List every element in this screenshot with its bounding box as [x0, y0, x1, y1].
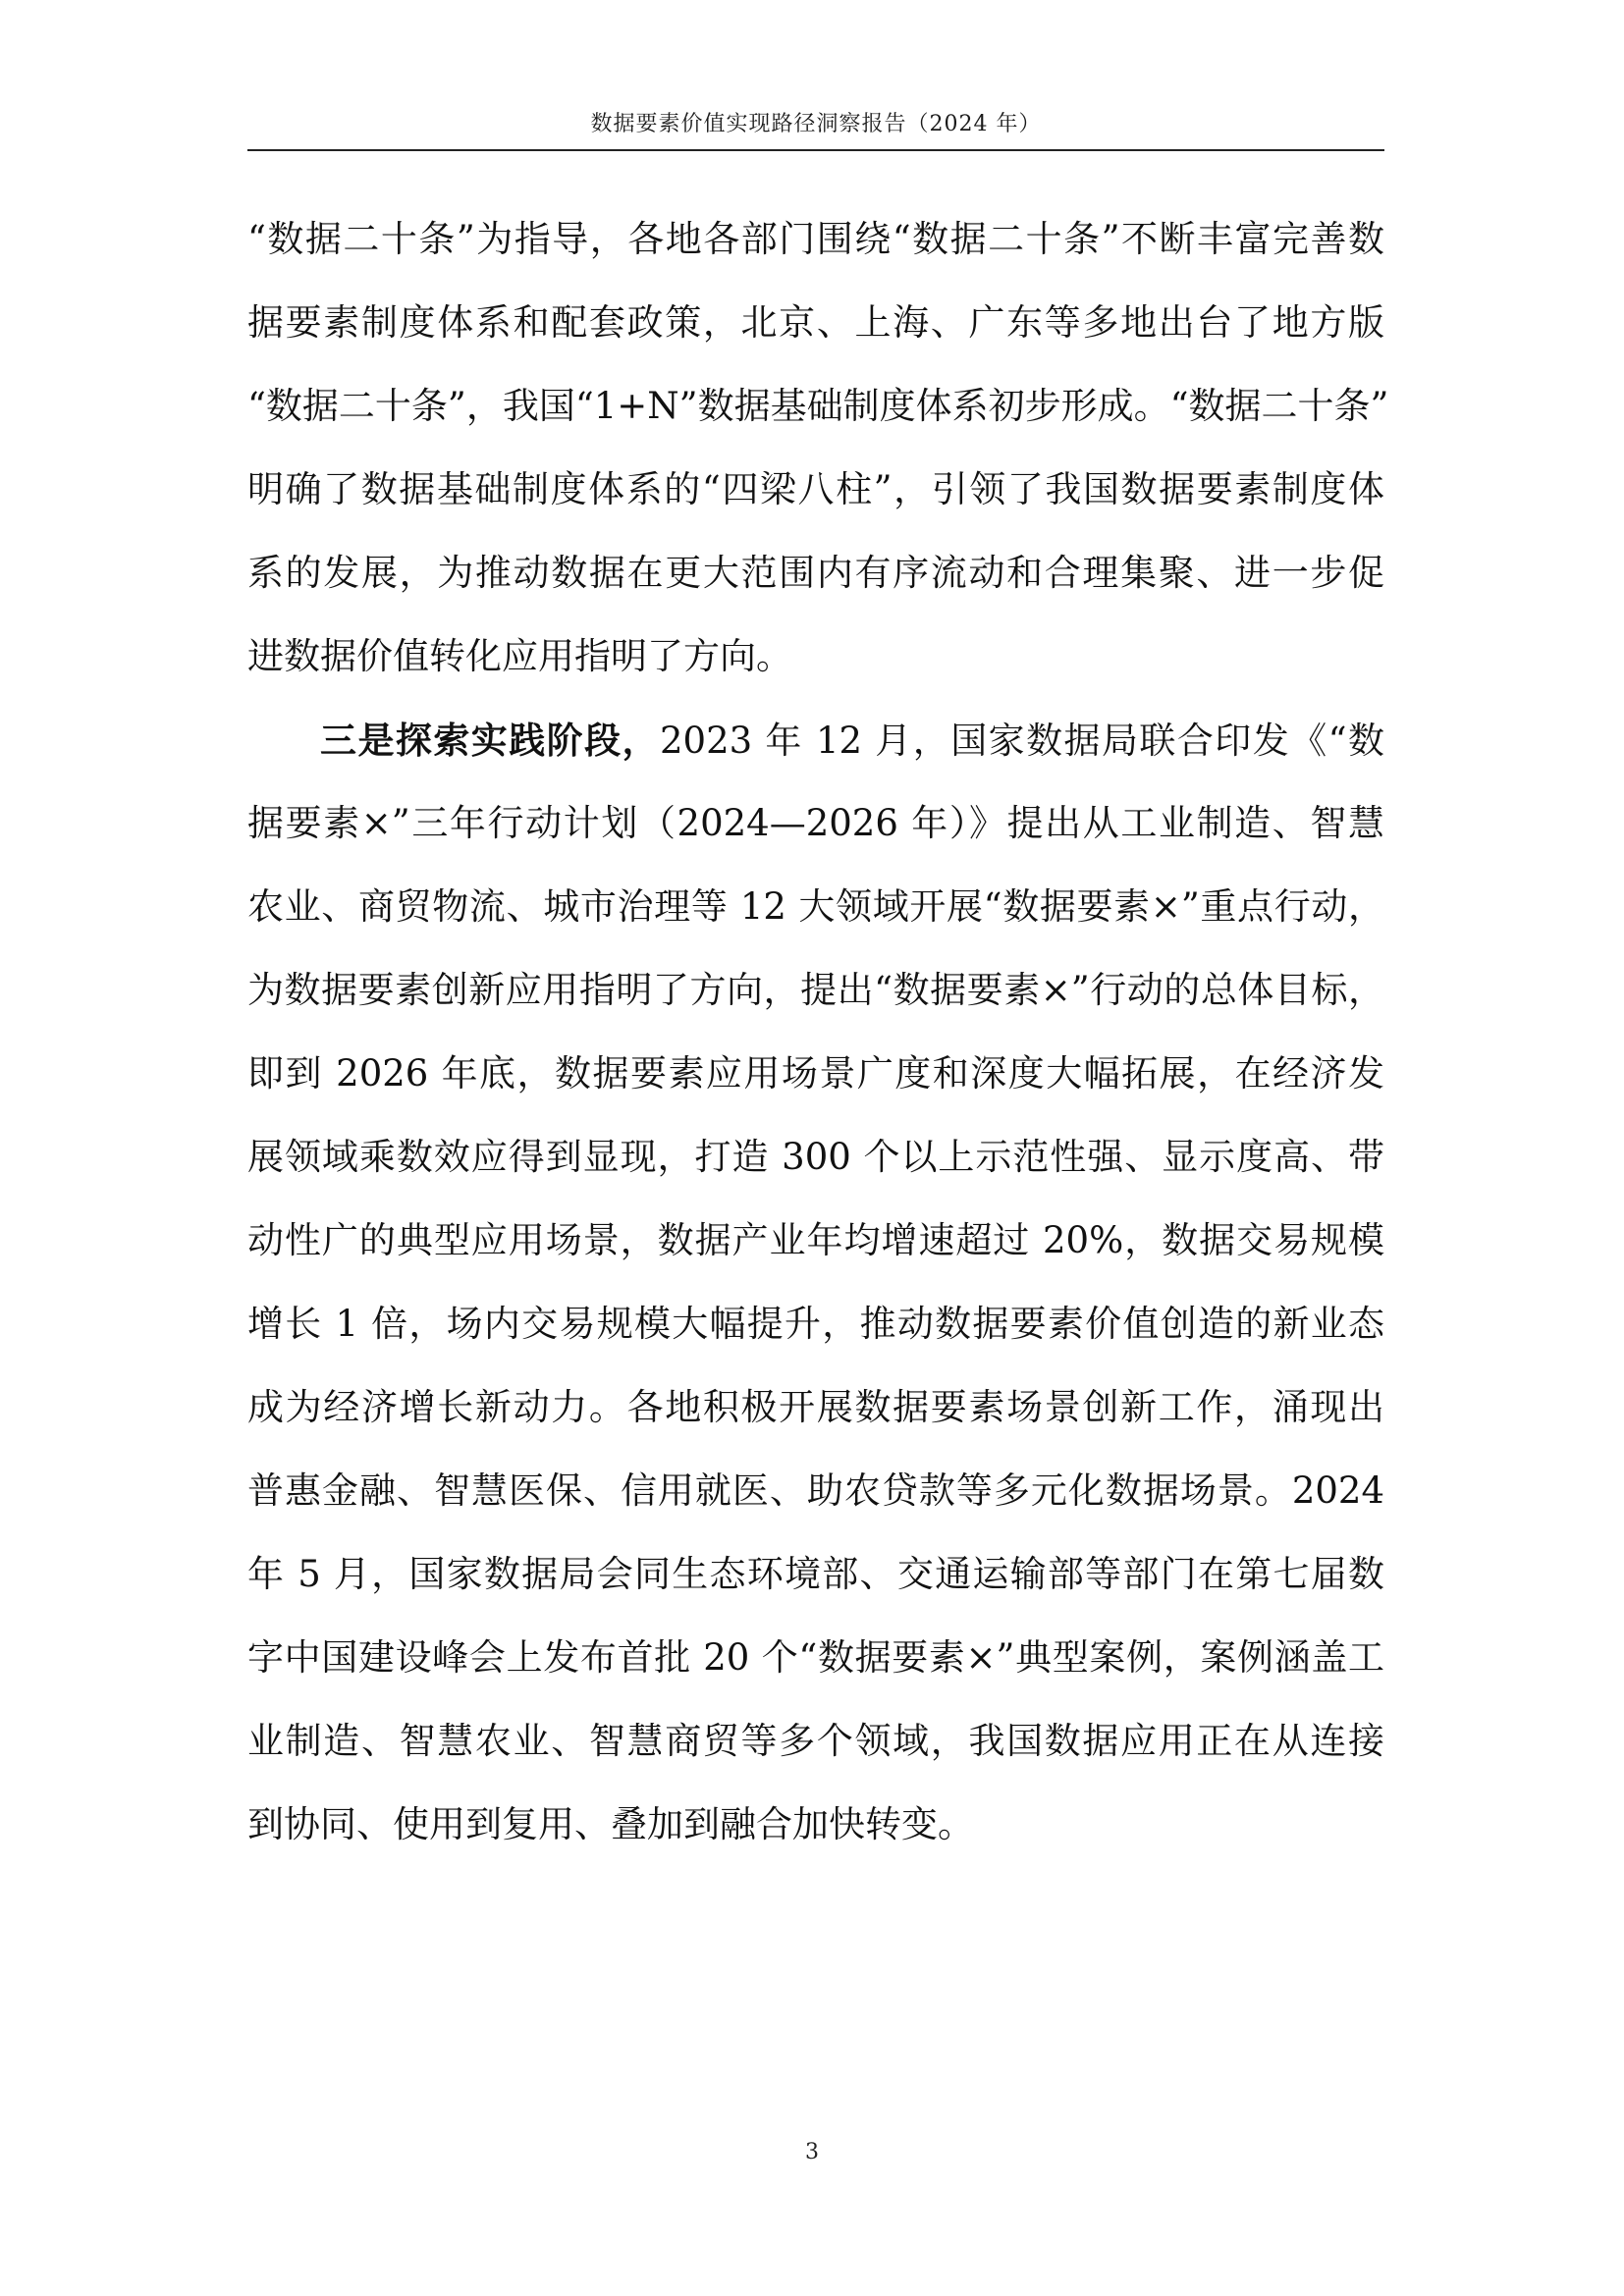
- text-line: “数据二十条”，我国“1+N”数据基础制度体系初步形成。“数据二十条”: [247, 385, 1389, 427]
- text-line: 成为经济增长新动力。各地积极开展数据要素场景创新工作，涌现出: [247, 1386, 1384, 1428]
- text-line: 即到 2026 年底，数据要素应用场景广度和深度大幅拓展，在经济发: [247, 1052, 1384, 1095]
- text-line: 业制造、智慧农业、智慧商贸等多个领域，我国数据应用正在从连接: [247, 1720, 1384, 1762]
- text-line: 据要素×”三年行动计划（2024—2026 年）》提出从工业制造、智慧: [247, 802, 1384, 844]
- text-line: “数据二十条”为指导，各地各部门围绕“数据二十条”不断丰富完善数: [247, 218, 1384, 260]
- text-line: 字中国建设峰会上发布首批 20 个“数据要素×”典型案例，案例涵盖工: [247, 1636, 1384, 1679]
- text-line: 年 5 月，国家数据局会同生态环境部、交通运输部等部门在第七届数: [247, 1553, 1384, 1595]
- text-line: 普惠金融、智慧医保、信用就医、助农贷款等多元化数据场景。2024: [247, 1469, 1384, 1512]
- text-line: 农业、商贸物流、城市治理等 12 大领域开展“数据要素×”重点行动，: [247, 885, 1384, 928]
- text-line: 动性广的典型应用场景，数据产业年均增速超过 20%，数据交易规模: [247, 1219, 1384, 1261]
- paragraph-exploration-stage: [247, 711, 1384, 1879]
- text-line: 增长 1 倍，场内交易规模大幅提升，推动数据要素价值创造的新业态: [247, 1303, 1384, 1345]
- text-line: 据要素制度体系和配套政策，北京、上海、广东等多地出台了地方版: [247, 301, 1384, 344]
- header-divider: [247, 149, 1384, 151]
- text-line: 明确了数据基础制度体系的“四梁八柱”，引领了我国数据要素制度体: [247, 468, 1384, 510]
- text-line: 系的发展，为推动数据在更大范围内有序流动和合理集聚、进一步促: [247, 552, 1384, 594]
- paragraph-data-twenty-articles: [247, 210, 1389, 711]
- text-line: 展领域乘数效应得到显现，打造 300 个以上示范性强、显示度高、带: [247, 1136, 1384, 1178]
- text-line: 到协同、使用到复用、叠加到融合加快转变。: [247, 1803, 974, 1845]
- text-line: 为数据要素创新应用指明了方向，提出“数据要素×”行动的总体目标，: [247, 969, 1384, 1011]
- lead-text: 2023 年 12 月，国家数据局联合印发《“数: [660, 720, 1384, 762]
- page-number: 3: [805, 2140, 819, 2164]
- text-line: 进数据价值转化应用指明了方向。: [247, 635, 792, 677]
- running-header-title: 数据要素价值实现路径洞察报告（2024 年）: [590, 112, 1042, 136]
- text-line-lead: [247, 711, 1384, 794]
- lead-heading: 三是探索实践阶段，: [320, 719, 660, 762]
- body-text: [247, 210, 1389, 1879]
